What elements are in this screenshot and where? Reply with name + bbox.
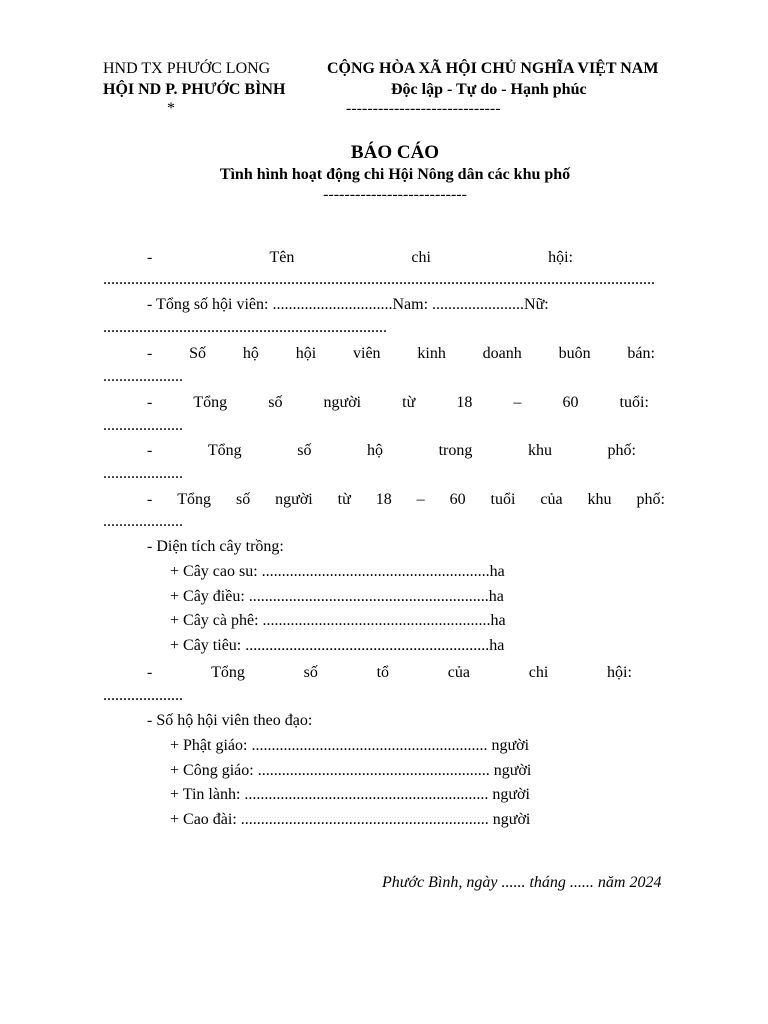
field-people-18-60: - Tổng số người từ 18 – 60 tuổi: bbox=[147, 394, 649, 411]
field-protestant: + Tin lành: ............................................................. người bbox=[170, 786, 530, 803]
report-title: BÁO CÁO bbox=[350, 142, 440, 163]
fill-line: .................... bbox=[103, 369, 183, 385]
national-motto: Độc lập - Tự do - Hạnh phúc bbox=[391, 81, 587, 98]
report-subtitle: Tình hình hoạt động chi Hội Nông dân các khu phố bbox=[219, 166, 571, 183]
fill-line: .................... bbox=[103, 514, 183, 530]
field-crop-area: - Diện tích cây trồng: bbox=[147, 538, 284, 555]
fill-line: .................... bbox=[103, 688, 183, 704]
org-name: HỘI ND P. PHƯỚC BÌNH bbox=[103, 81, 286, 98]
fill-line: .................... bbox=[103, 418, 183, 434]
org-star: * bbox=[167, 100, 175, 117]
field-cao-dai: + Cao đài: .............................................................. người bbox=[170, 811, 531, 828]
field-rubber: + Cây cao su: .........................................................ha bbox=[170, 563, 505, 580]
field-cashew: + Cây điều: ............................................................ha bbox=[170, 588, 504, 605]
field-chi-hoi-name: - Tên chi hội: bbox=[147, 249, 573, 266]
field-households-in-quarter: - Tổng số hộ trong khu phố: bbox=[147, 442, 636, 459]
field-coffee: + Cây cà phê: .........................................................ha bbox=[170, 612, 506, 629]
title-rule: --------------------------- bbox=[323, 186, 467, 203]
date-line: Phước Bình, ngày ...... tháng ...... năm 2024 bbox=[382, 874, 662, 891]
field-people-18-60-in-quarter: - Tổng số người từ 18 – 60 tuổi của khu phố: bbox=[147, 491, 665, 508]
field-groups-count: - Tổng số tổ của chi hội: bbox=[147, 664, 632, 681]
motto-rule: ----------------------------- bbox=[346, 100, 501, 117]
fill-line: .......................................................................................................................................... bbox=[103, 272, 655, 288]
field-total-members: - Tổng số hội viên: ..............................Nam: .......................Nữ: bbox=[147, 296, 549, 313]
field-catholic: + Công giáo: .......................................................... người bbox=[170, 762, 532, 779]
fill-line: .................... bbox=[103, 466, 183, 482]
field-pepper: + Cây tiêu: .............................................................ha bbox=[170, 637, 505, 654]
fill-line: ....................................................................... bbox=[103, 320, 387, 336]
field-business-households: - Số hộ hội viên kinh doanh buôn bán: bbox=[147, 345, 655, 362]
org-parent-name: HND TX PHƯỚC LONG bbox=[103, 60, 271, 77]
national-title: CỘNG HÒA XÃ HỘI CHỦ NGHĨA VIỆT NAM bbox=[327, 60, 659, 77]
field-buddhism: + Phật giáo: ........................................................... người bbox=[170, 737, 530, 754]
field-religion: - Số hộ hội viên theo đạo: bbox=[147, 712, 313, 729]
